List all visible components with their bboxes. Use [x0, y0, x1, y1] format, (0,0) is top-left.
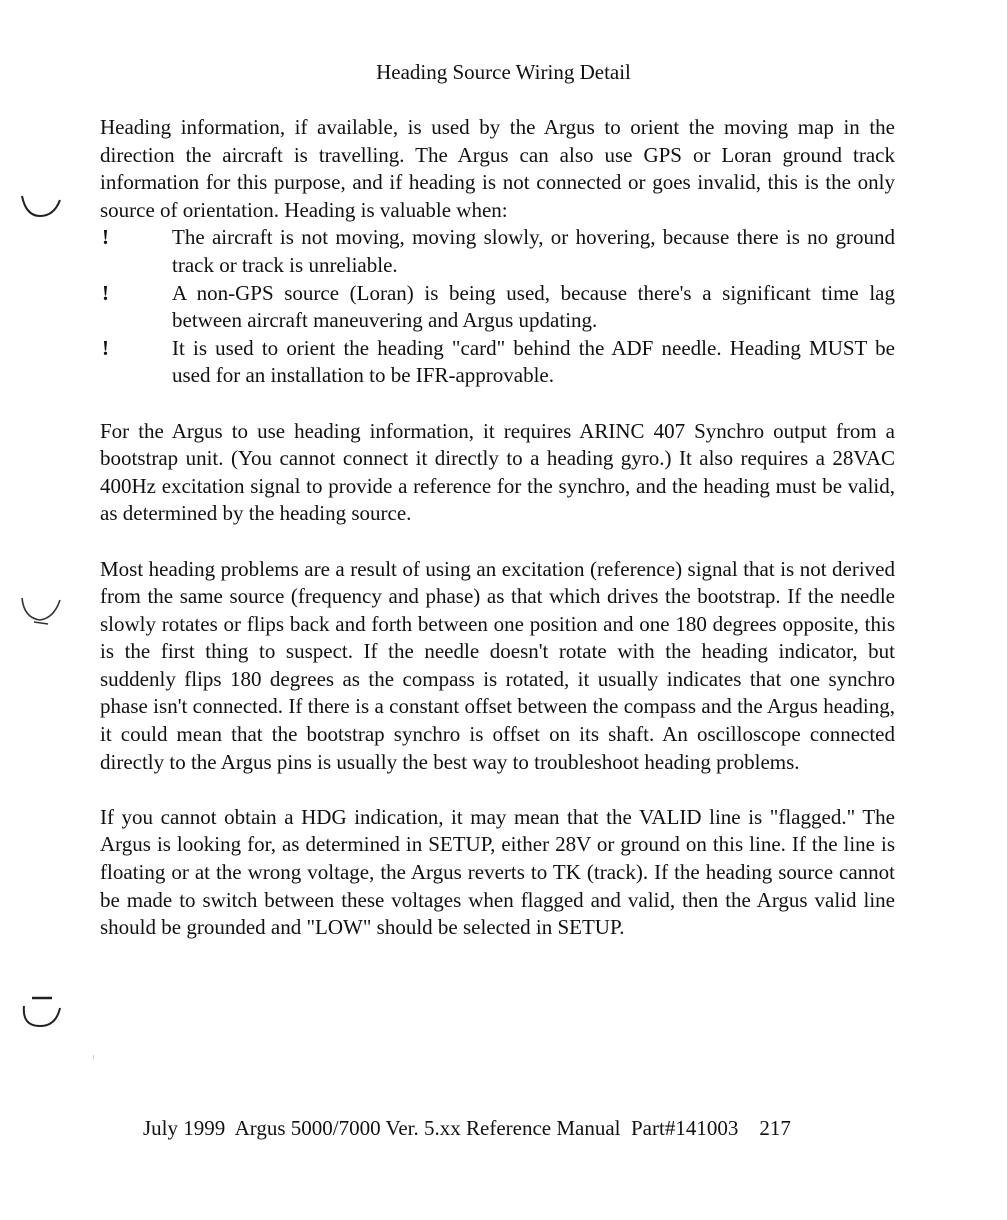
bullet-text: The aircraft is not moving, moving slowly, or hovering, because there is no ground track or track is unreliable.	[172, 225, 895, 277]
page-footer: July 1999 Argus 5000/7000 Ver. 5.xx Reference Manual Part#141003 217	[143, 1116, 791, 1140]
exclamation-bullet-icon: !	[102, 280, 109, 305]
bullet-text: A non-GPS source (Loran) is being used, because there's a significant time lag between aircraft maneuvering and Argus updating.	[172, 280, 895, 333]
bullet-item	[100, 335, 895, 390]
scan-speck	[93, 1055, 94, 1059]
binder-hole-icon	[18, 594, 66, 630]
binder-hole-icon	[18, 992, 66, 1032]
exclamation-bullet-icon: !	[102, 335, 109, 360]
page-title: Heading Source Wiring Detail	[376, 60, 631, 84]
binder-hole-icon	[18, 192, 66, 222]
bullet-item	[100, 280, 895, 335]
bullet-item	[100, 224, 895, 279]
exclamation-bullet-icon: !	[102, 225, 109, 250]
paragraph-heading-info: Heading information, if available, is used by the Argus to orient the moving map in the direction the aircraft is travelling. The Argus can also use GPS or Loran ground track information for this purpose, and if heading is not connected or goes invalid, this is the only source of orientation. Heading is valuable when:	[100, 115, 895, 222]
paragraph-arinc-requirements: For the Argus to use heading information, it requires ARINC 407 Synchro output from a bootstrap unit. (You cannot connect it directly to a heading gyro.) It also requires a 28VAC 400Hz excitation signal to provide a reference for the synchro, and the heading must be valid, as determined by the heading source.	[100, 418, 895, 526]
bullet-text: It is used to orient the heading "card" behind the ADF needle. Heading MUST be used for an installation to be IFR-approvable.	[172, 335, 895, 388]
bullet-list	[100, 224, 895, 390]
main-content	[100, 114, 895, 942]
paragraph-valid-line: If you cannot obtain a HDG indication, it may mean that the VALID line is "flagged." The Argus is looking for, as determined in SETUP, either 28V or ground on this line. If the line is floating or at the wrong voltage, the Argus reverts to TK (track). If the heading source cannot be made to switch between these voltages when flagged and valid, then the Argus valid line should be grounded and "LOW" should be selected in SETUP.	[100, 804, 895, 940]
paragraph-troubleshooting: Most heading problems are a result of using an excitation (reference) signal that is not derived from the same source (frequency and phase) as that which drives the bootstrap. If the needle slowly rotates or flips back and forth between one position and one 180 degrees opposite, this is the first thing to suspect. If the needle doesn't rotate with the heading indicator, but suddenly flips 180 degrees as the compass is rotated, it usually indicates that one synchro phase isn't connected. If there is a constant offset between the compass and the Argus heading, it could mean that the bootstrap synchro is offset on its shaft. An oscilloscope connected directly to the Argus pins is usually the best way to troubleshoot heading problems.	[100, 556, 895, 774]
